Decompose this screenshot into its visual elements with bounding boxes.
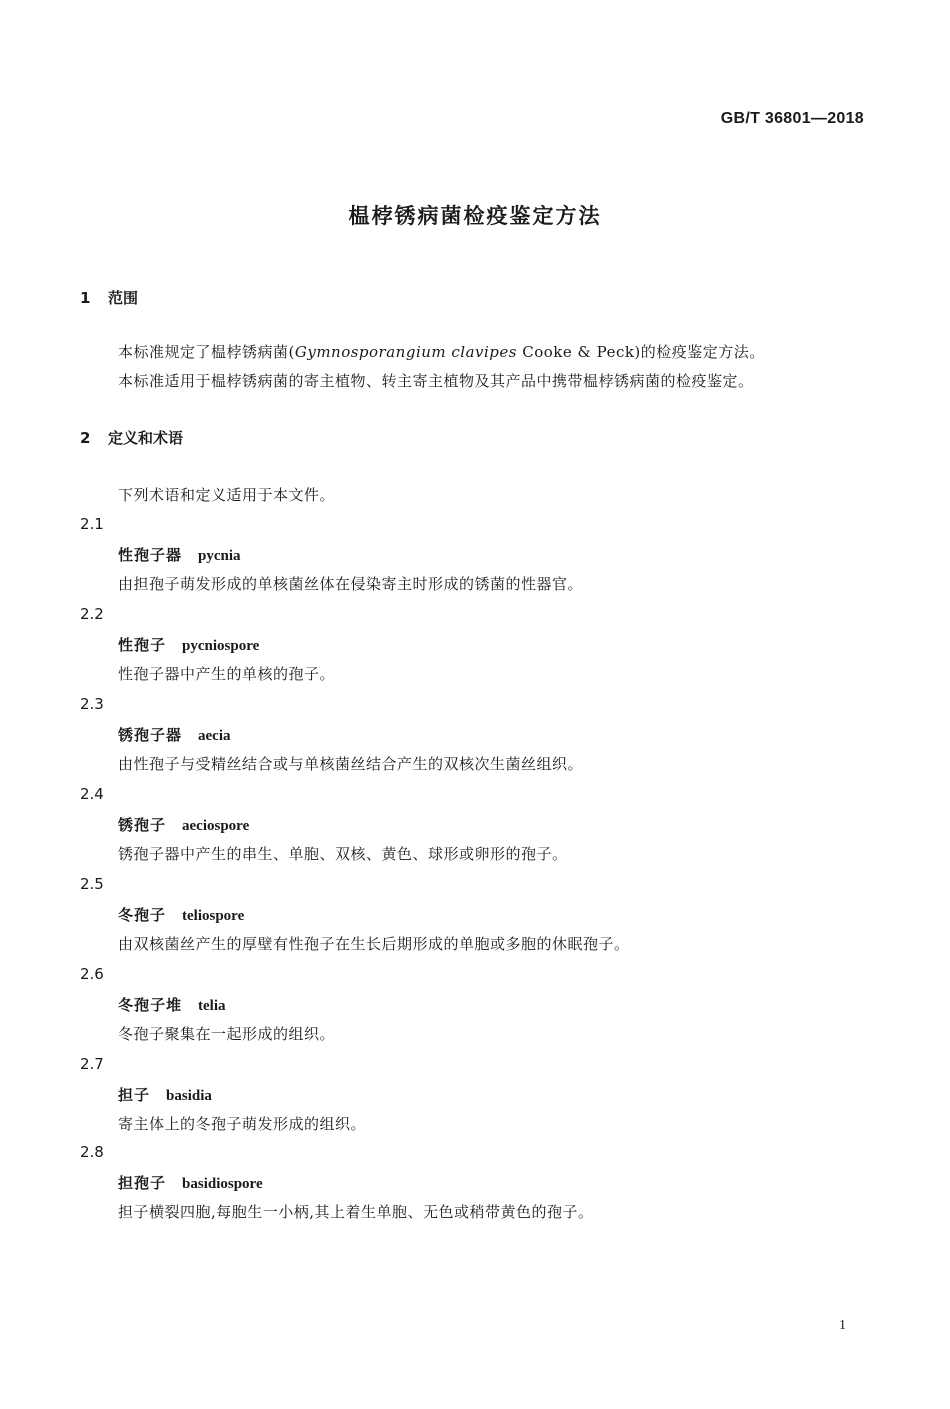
term-name (118, 724, 231, 745)
section-2-heading (80, 427, 183, 448)
term-name-en: pycnia (198, 548, 241, 564)
term-definition: 寄主体上的冬孢子萌发形成的组织。 (118, 1115, 367, 1133)
term-name-zh: 冬孢子堆 (118, 996, 183, 1014)
term-number: 2.4 (80, 785, 104, 803)
scope-paragraph-1 (118, 341, 765, 362)
term-name-zh: 冬孢子 (118, 906, 167, 924)
term-definition: 由双核菌丝产生的厚壁有性孢子在生长后期形成的单胞或多胞的休眠孢子。 (118, 935, 630, 953)
section-2-title: 定义和术语 (108, 429, 184, 447)
term-name-zh: 担子 (118, 1086, 151, 1104)
term-definition: 担子横裂四胞,每胞生一小柄,其上着生单胞、无色或稍带黄色的孢子。 (118, 1203, 594, 1221)
term-number: 2.3 (80, 695, 104, 713)
term-name-en: teliospore (182, 908, 245, 924)
term-name-en: basidia (166, 1088, 212, 1104)
scope-text-suffix: Cooke & Peck)的检疫鉴定方法。 (516, 343, 765, 361)
term-definition: 由担孢子萌发形成的单核菌丝体在侵染寄主时形成的锈菌的性器官。 (118, 575, 584, 593)
term-name-en: telia (198, 998, 226, 1014)
term-number: 2.7 (80, 1055, 104, 1073)
page-number: 1 (839, 1318, 846, 1333)
scientific-name: Gymnosporangium clavipes (294, 343, 517, 361)
term-name-en: pycniospore (182, 638, 260, 654)
term-name-zh: 担孢子 (118, 1174, 167, 1192)
document-title: 榅桲锈病菌检疫鉴定方法 (348, 204, 602, 228)
term-name (118, 634, 259, 655)
section-1-number: 1 (80, 289, 91, 307)
term-name-en: basidiospore (182, 1176, 263, 1192)
term-definition: 由性孢子与受精丝结合或与单核菌丝结合产生的双核次生菌丝组织。 (118, 755, 584, 773)
standard-code: GB/T 36801—2018 (720, 110, 864, 127)
term-number: 2.8 (80, 1143, 104, 1161)
term-name-zh: 锈孢子 (118, 816, 167, 834)
term-name-zh: 性孢子 (118, 636, 167, 654)
term-definition: 锈孢子器中产生的串生、单胞、双核、黄色、球形或卵形的孢子。 (118, 845, 568, 863)
section-2-number: 2 (80, 429, 91, 447)
term-name (118, 1172, 263, 1193)
term-definition: 冬孢子聚集在一起形成的组织。 (118, 1025, 336, 1043)
scope-paragraph-2: 本标准适用于榅桲锈病菌的寄主植物、转主寄主植物及其产品中携带榅桲锈病菌的检疫鉴定。 (118, 372, 754, 390)
term-name (118, 994, 226, 1015)
section-1-heading (80, 287, 138, 308)
term-name (118, 1084, 212, 1105)
term-number: 2.5 (80, 875, 104, 893)
scope-text-prefix: 本标准规定了榅桲锈病菌( (118, 343, 295, 361)
section-1-title: 范围 (108, 289, 139, 307)
term-name-en: aeciospore (182, 818, 250, 834)
term-name (118, 814, 249, 835)
term-name (118, 904, 244, 925)
term-name-en: aecia (198, 728, 231, 744)
term-name (118, 544, 241, 565)
term-name-zh: 性孢子器 (118, 546, 183, 564)
term-number: 2.6 (80, 965, 104, 983)
definitions-intro: 下列术语和定义适用于本文件。 (118, 486, 336, 504)
term-name-zh: 锈孢子器 (118, 726, 183, 744)
term-definition: 性孢子器中产生的单核的孢子。 (118, 665, 336, 683)
term-number: 2.1 (80, 515, 104, 533)
term-number: 2.2 (80, 605, 104, 623)
